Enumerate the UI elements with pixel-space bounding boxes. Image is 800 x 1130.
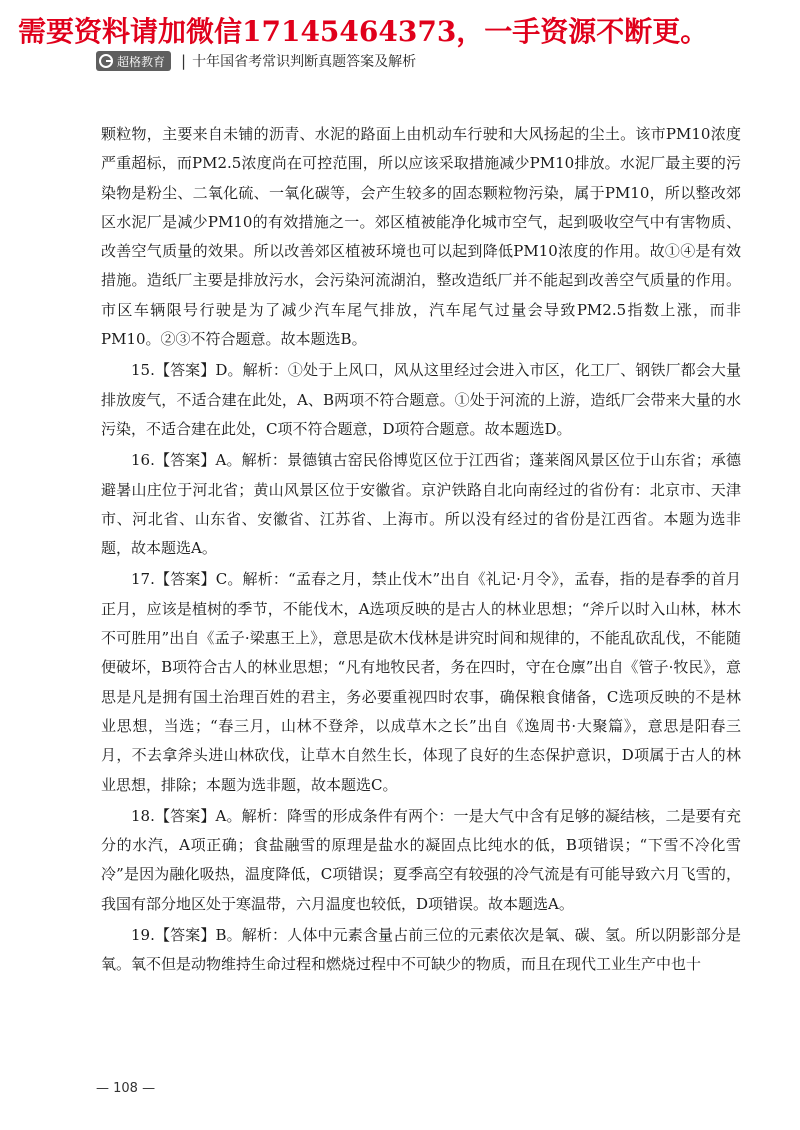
answer-15: 15.【答案】D。解析：①处于上风口，风从这里经过会进入市区，化工厂、钢铁厂都会大量排放废气，不适合建在此处，A、B两项不符合题意。①处于河流的上游，造纸厂会带来大量的水污染，不适合建在此处，C项不符合题意，D项符合题意。故本题选D。 xyxy=(101,361,741,438)
page-number: — 108 — xyxy=(96,1081,156,1096)
page-body xyxy=(101,120,741,980)
header-separator: | xyxy=(181,52,187,70)
paragraph-continued: 颗粒物，主要来自未铺的沥青、水泥的路面上由机动车行驶和大风扬起的尘土。该市PM10浓度严重超标，而PM2.5浓度尚在可控范围，所以应该采取措施减少PM10排放。水泥厂最主要的污染物是粉尘、二氧化硫、一氧化碳等，会产生较多的固态颗粒物污染，属于PM10，所以整改郊区水泥厂是减少PM10的有效措施之一。郊区植被能净化城市空气，起到吸收空气中有害物质、改善空气质量的效果。所以改善郊区植被环境也可以起到降低PM10浓度的作用。故①④是有效措施。造纸厂主要是排放污水，会污染河流湖泊，整改造纸厂并不能起到改善空气质量的作用。市区车辆限号行驶是为了减少汽车尾气排放，汽车尾气过量会导致PM2.5指数上涨，而非PM10。②③不符合题意。故本题选B。 xyxy=(101,125,741,349)
watermark-banner: 需要资料请加微信17145464373，一手资源不断更。 xyxy=(18,15,709,48)
answer-17: 17.【答案】C。解析：“孟春之月，禁止伐木”出自《礼记·月令》，孟春，指的是春季的首月正月，应该是植树的季节，不能伐木，A选项反映的是古人的林业思想；“斧斤以时入山林，林木不可胜用”出自《孟子·梁惠王上》，意思是砍木伐林是讲究时间和规律的，不能乱砍乱伐，不能随便破坏，B项符合古人的林业思想；“凡有地牧民者，务在四时，守在仓廪”出自《管子·牧民》，意思是凡是拥有国土治理百姓的君主，务必要重视四时农事，确保粮食储备，C选项反映的不是林业思想，当选；“春三月，山林不登斧，以成草木之长”出自《逸周书·大聚篇》，意思是阳春三月，不去拿斧头进山林砍伐，让草木自然生长，体现了良好的生态保护意识，D项属于古人的林业思想，排除；本题为选非题，故本题选C。 xyxy=(101,570,741,794)
publisher-logo xyxy=(96,51,171,71)
logo-icon xyxy=(99,54,113,68)
logo-text: 超格教育 xyxy=(117,54,166,69)
answer-19: 19.【答案】B。解析：人体中元素含量占前三位的元素依次是氧、碳、氢。所以阴影部分是氧。氧不但是动物维持生命过程和燃烧过程中不可缺少的物质，而且在现代工业生产中也十 xyxy=(101,926,741,974)
book-title: 十年国省考常识判断真题答案及解析 xyxy=(192,54,417,70)
answer-16: 16.【答案】A。解析：景德镇古窑民俗博览区位于江西省；蓬莱阁风景区位于山东省；承德避暑山庄位于河北省；黄山风景区位于安徽省。京沪铁路自北向南经过的省份有：北京市、天津市、河北省、山东省、安徽省、江苏省、上海市。所以没有经过的省份是江西省。本题为选非题，故本题选A。 xyxy=(101,451,741,558)
answer-18: 18.【答案】A。解析：降雪的形成条件有两个：一是大气中含有足够的凝结核，二是要有充分的水汽，A项正确；食盐融雪的原理是盐水的凝固点比纯水的低，B项错误；“下雪不冷化雪冷”是因为融化吸热，温度降低，C项错误；夏季高空有较强的冷气流是有可能导致六月飞雪的，我国有部分地区处于寒温带，六月温度也较低，D项错误。故本题选A。 xyxy=(101,806,741,913)
page-header xyxy=(96,50,416,72)
